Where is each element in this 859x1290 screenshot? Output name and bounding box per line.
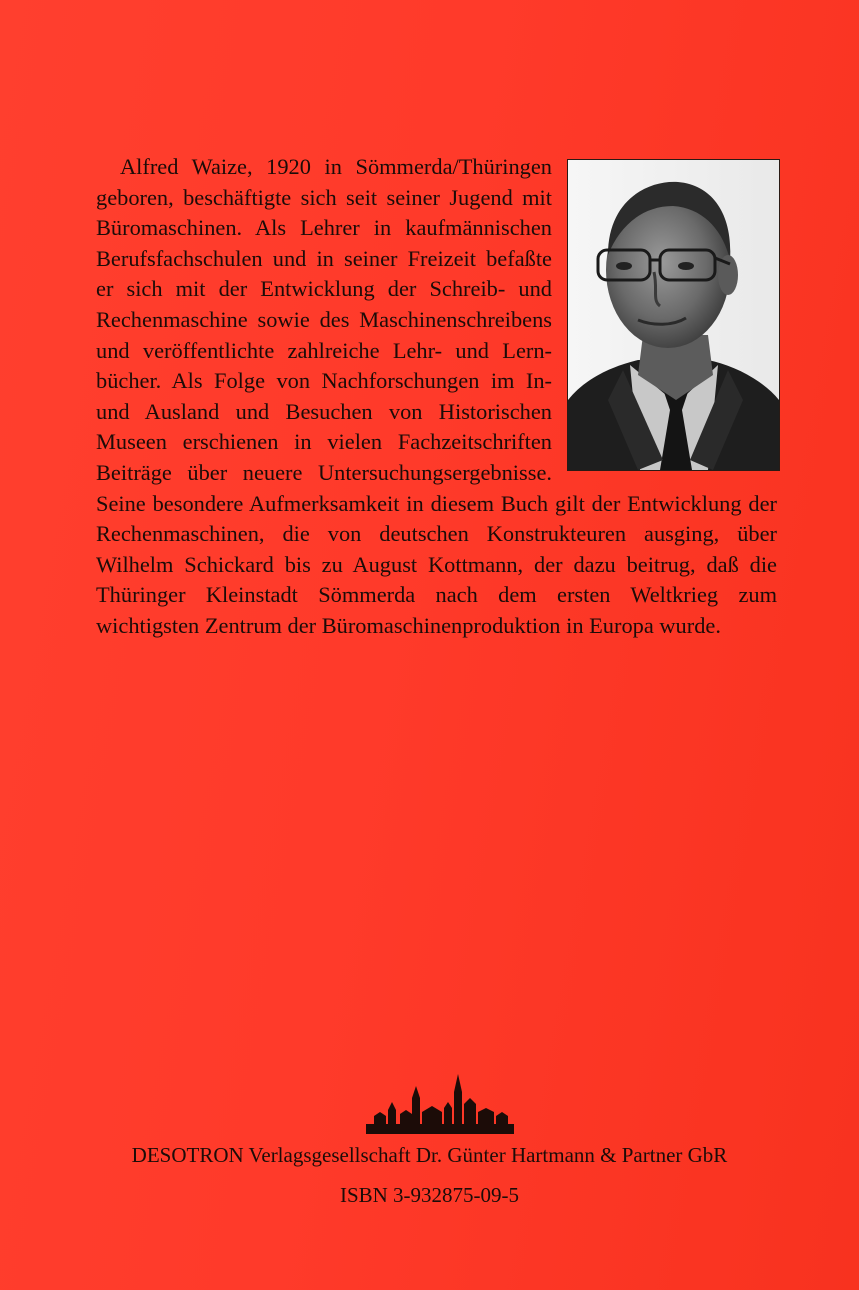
author-bio: Alfred Waize, 1920 in Sömmerda/Thüringen geboren, beschäftigte sich seit seiner Jugend mit Büromaschinen. Als Lehrer in kaufmännischen Berufsfachschulen und in seiner Freizeit befaßte er sich mit der Entwicklung der Schreib- und Rechenmaschine sowie des Maschinenschreibens und veröffentlichte zahlreiche Lehr- und Lernbücher. Als Folge von Nachforschungen im In- und Ausland und Besuchen von Historischen Museen erschienen in vielen Fachzeitschriften Beiträge über neuere Untersuchungsergebnisse. Seine besondere Aufmerksamkeit in diesem Buch gilt der Entwicklung der Rechenmaschinen, die von deutschen Konstrukteuren ausging, über Wilhelm Schickard bis zu August Kottmann, der dazu beitrug, daß die Thüringer Kleinstadt Sömmerda nach dem ersten Weltkrieg zum wichtigsten Zentrum der Büromaschinenproduktion in Europa wurde.: [96, 154, 777, 638]
isbn-number: ISBN 3-932875-09-5: [339, 1183, 520, 1207]
publisher-name: DESOTRON Verlagsgesellschaft Dr. Günter Hartmann & Partner GbR: [131, 1143, 728, 1167]
town-skyline-icon: [366, 1072, 514, 1134]
photo-spacer: [552, 152, 777, 474]
author-bio-block: [96, 152, 777, 642]
